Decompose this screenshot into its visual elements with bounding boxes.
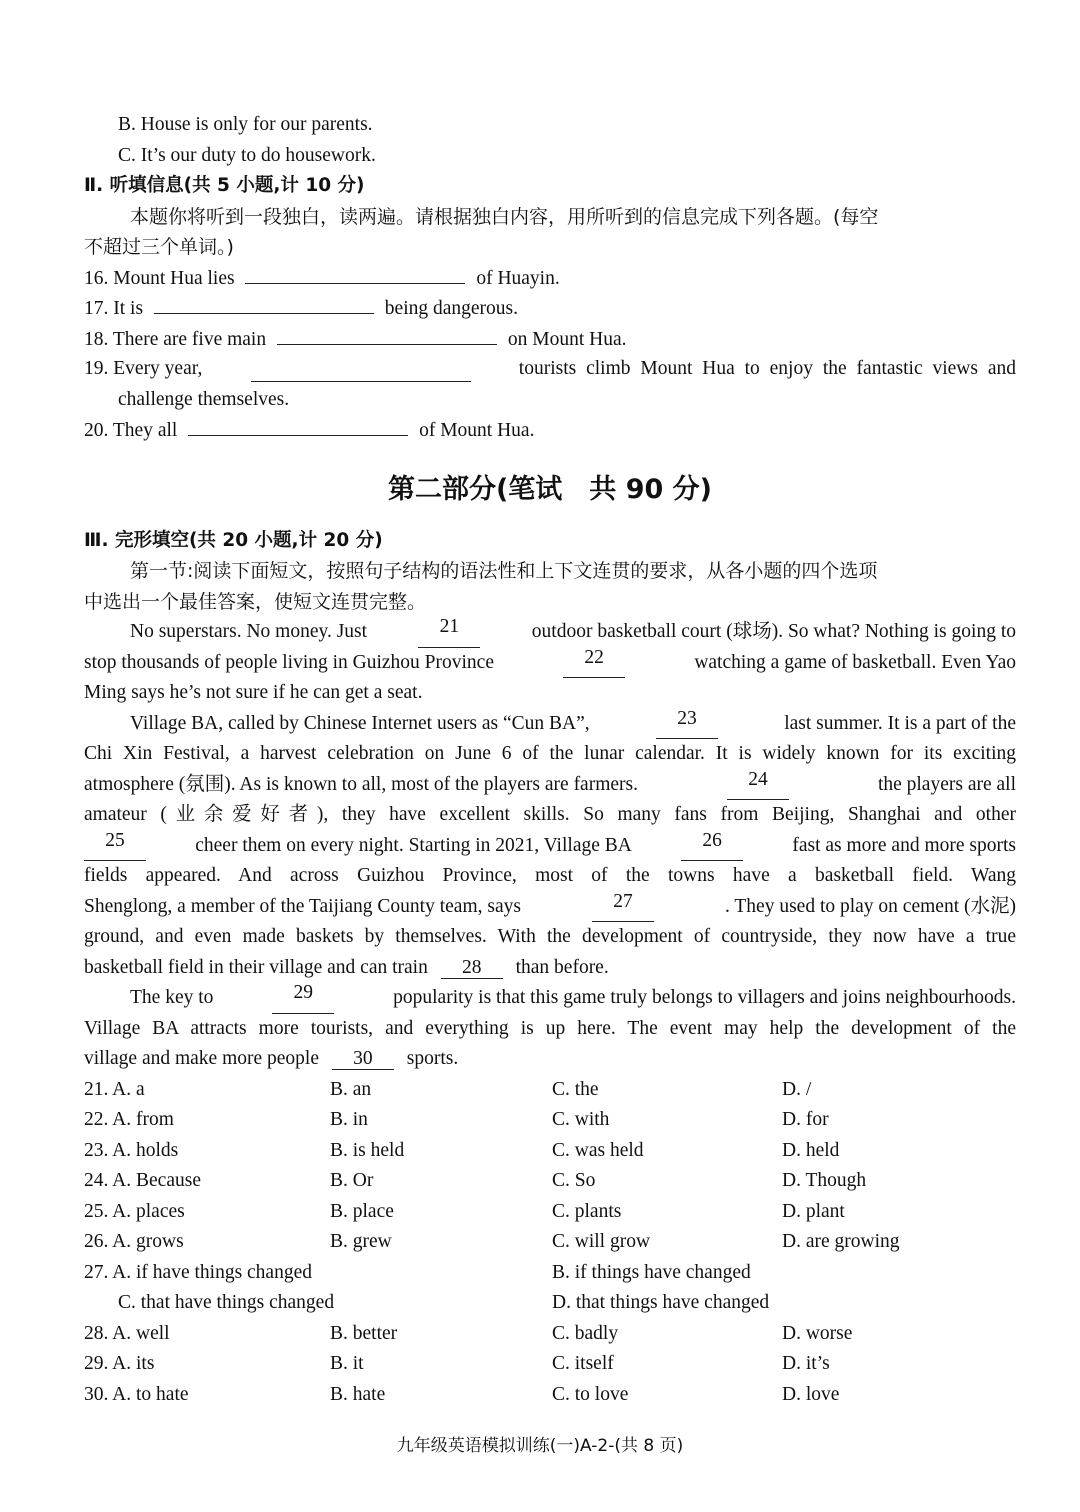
passage-text: atmosphere (氛围). As is known to all, most of the players are farmers. [84,773,638,795]
option-a[interactable]: 23. A. holds [84,1139,179,1161]
option-b[interactable]: B. is held [330,1139,405,1161]
passage-line: Chi Xin Festival, a harvest celebration on June 6 of the lunar calendar. It is widely known for its exciting [84,743,1016,764]
passage-line [84,770,1016,801]
question-text: of Mount Hua. [419,420,535,441]
option-b-line [84,110,1016,141]
question-19-continued: challenge themselves. [118,388,290,410]
passage-line: Ming says he’s not sure if he can get a seat. [84,682,423,703]
option-a[interactable]: 21. A. a [84,1078,145,1100]
passage-line: Village BA attracts more tourists, and everything is up here. The event may help the development of the [84,1017,1016,1039]
passage-line [84,983,1016,1014]
options-row-27-continued [84,1288,1016,1319]
question-text: 18. There are five main [84,328,267,350]
option-a[interactable]: 25. A. places [84,1200,185,1222]
answer-blank-18[interactable] [277,324,497,345]
option-text: C. It’s our duty to do housework. [118,144,376,166]
options-row-26 [84,1227,1016,1258]
passage-line [84,892,1016,923]
option-c[interactable]: C. itself [552,1353,614,1374]
option-d[interactable]: D. worse [782,1322,853,1344]
option-d[interactable]: D. / [782,1078,812,1100]
section-3-instruction-line-2: 中选出一个最佳答案，使短文连贯完整。 [84,590,427,613]
question-16 [84,263,1016,294]
passage-text: Village BA, called by Chinese Internet users as “Cun BA”, [130,712,590,734]
option-c[interactable]: C. was held [552,1139,644,1161]
option-d[interactable]: D. love [782,1383,840,1405]
option-a[interactable]: 28. A. well [84,1322,170,1344]
section-3-heading: Ⅲ. 完形填空(共 20 小题,计 20 分) [84,529,383,551]
question-text: being dangerous. [384,298,519,319]
passage-text: stop thousands of people living in Guizhou Province [84,651,494,673]
cloze-blank-22[interactable]: 22 [563,648,625,679]
cloze-blank-25[interactable]: 25 [84,831,146,862]
options-row-21 [84,1075,1016,1106]
passage-text: fast as more and more sports [792,834,1016,856]
passage-line [84,1044,1016,1075]
answer-blank-17[interactable] [154,293,374,314]
option-c[interactable]: C. badly [552,1322,619,1344]
cloze-blank-26[interactable]: 26 [681,831,743,862]
question-text: of Huayin. [476,267,560,289]
option-a[interactable]: 26. A. grows [84,1231,184,1252]
option-d[interactable]: D. for [782,1109,829,1130]
section-3-instruction-line-1: 第一节:阅读下面短文，按照句子结构的语法性和上下文连贯的要求，从各小题的四个选项 [130,560,878,582]
option-c[interactable]: C. So [552,1170,596,1191]
option-b[interactable]: B. in [330,1109,368,1130]
options-row-30 [84,1380,1016,1411]
option-c-line [84,141,1016,172]
cloze-blank-23[interactable]: 23 [656,709,718,740]
question-18 [84,324,1016,355]
question-text: tourists climb Mount Hua to enjoy the fantastic views and [518,358,1016,379]
option-b[interactable]: B. hate [330,1383,386,1405]
option-c[interactable]: C. the [552,1078,599,1100]
option-d[interactable]: D. plant [782,1200,845,1222]
passage-line [84,831,1016,862]
cloze-blank-29[interactable]: 29 [272,983,334,1014]
answer-blank-19[interactable] [251,361,471,382]
option-b[interactable]: B. it [330,1353,364,1374]
options-row-28 [84,1319,1016,1350]
cloze-blank-27[interactable]: 27 [592,892,654,923]
passage-line: amateur (业余爱好者), they have excellent skills. So many fans from Beijing, Shanghai and other [84,804,1016,825]
passage-text: the players are all [877,773,1016,795]
passage-line: ground, and even made baskets by themselves. With the development of countryside, they now have a true [84,926,1016,947]
section-2-instruction-line-1: 本题你将听到一段独白，读两遍。请根据独白内容，用所听到的信息完成下列各题。(每空 [130,205,879,228]
options-row-23 [84,1136,1016,1167]
question-19 [84,354,1016,385]
option-a[interactable]: 29. A. its [84,1353,155,1374]
answer-blank-16[interactable] [245,263,465,284]
question-text: 17. It is [84,298,144,319]
passage-text: . They used to play on cement (水泥) [724,895,1016,917]
passage-text: The key to [130,987,214,1008]
option-b[interactable]: B. place [330,1200,394,1222]
passage-line [84,709,1016,740]
option-d[interactable]: D. that things have changed [552,1292,770,1313]
option-c[interactable]: C. that have things changed [118,1292,335,1313]
option-c[interactable]: C. with [552,1109,610,1130]
question-text: 20. They all [84,420,178,441]
option-d[interactable]: D. are growing [782,1231,900,1252]
passage-line [84,617,1016,648]
passage-line [84,953,1016,984]
options-row-24 [84,1166,1016,1197]
option-d[interactable]: D. Though [782,1170,867,1191]
option-b[interactable]: B. better [330,1322,398,1344]
section-2-heading: Ⅱ. 听填信息(共 5 小题,计 10 分) [84,175,365,196]
option-d[interactable]: D. it’s [782,1353,830,1374]
options-row-29 [84,1349,1016,1380]
question-text: 19. Every year, [84,358,203,379]
question-17 [84,293,1016,324]
option-b[interactable]: B. Or [330,1170,374,1191]
cloze-blank-28[interactable]: 28 [441,958,503,979]
exam-page [84,110,1016,1410]
option-a[interactable]: 22. A. from [84,1109,174,1130]
option-c[interactable]: C. plants [552,1200,622,1222]
option-b[interactable]: B. if things have changed [552,1261,751,1283]
options-row-22 [84,1105,1016,1136]
passage-text: sports. [406,1048,459,1069]
page-footer: 九年级英语模拟训练(一)A-2-(共 8 页) [396,1436,684,1456]
passage-text: watching a game of basketball. Even Yao [694,651,1016,673]
question-20 [84,415,1016,446]
passage-text: popularity is that this game truly belongs to villagers and joins neighbourhoods. [393,987,1016,1008]
cloze-blank-24[interactable]: 24 [727,770,789,801]
passage-line: fields appeared. And across Guizhou Province, most of the towns have a basketball field. Wang [84,865,1016,886]
question-text: 16. Mount Hua lies [84,267,235,289]
passage-text: No superstars. No money. Just [130,621,368,642]
option-b[interactable]: B. grew [330,1231,392,1252]
option-b[interactable]: B. an [330,1078,372,1100]
option-c[interactable]: C. will grow [552,1231,651,1252]
option-c[interactable]: C. to love [552,1383,629,1405]
option-a[interactable]: 27. A. if have things changed [84,1261,312,1283]
passage-text: outdoor basketball court (球场). So what? Nothing is going to [531,621,1016,642]
options-row-27 [84,1258,1016,1289]
section-2-instruction-line-2: 不超过三个单词。) [84,236,234,258]
option-text: B. House is only for our parents. [118,114,373,135]
passage-line [84,648,1016,679]
option-a[interactable]: 24. A. Because [84,1170,201,1191]
passage-text: cheer them on every night. Starting in 2021, Village BA [195,834,632,856]
cloze-blank-30[interactable]: 30 [332,1049,394,1070]
cloze-blank-21[interactable]: 21 [418,617,480,648]
passage-text: than before. [515,956,609,978]
part-2-title: 第二部分(笔试 共 90 分) [387,473,713,505]
options-row-25 [84,1197,1016,1228]
passage-text: Shenglong, a member of the Taijiang County team, says [84,895,521,917]
passage-text: village and make more people [84,1048,319,1069]
answer-blank-20[interactable] [188,415,408,436]
option-a[interactable]: 30. A. to hate [84,1383,189,1405]
question-text: on Mount Hua. [507,328,627,350]
option-d[interactable]: D. held [782,1139,840,1161]
passage-text: basketball field in their village and can train [84,956,428,978]
passage-text: last summer. It is a part of the [784,712,1016,734]
